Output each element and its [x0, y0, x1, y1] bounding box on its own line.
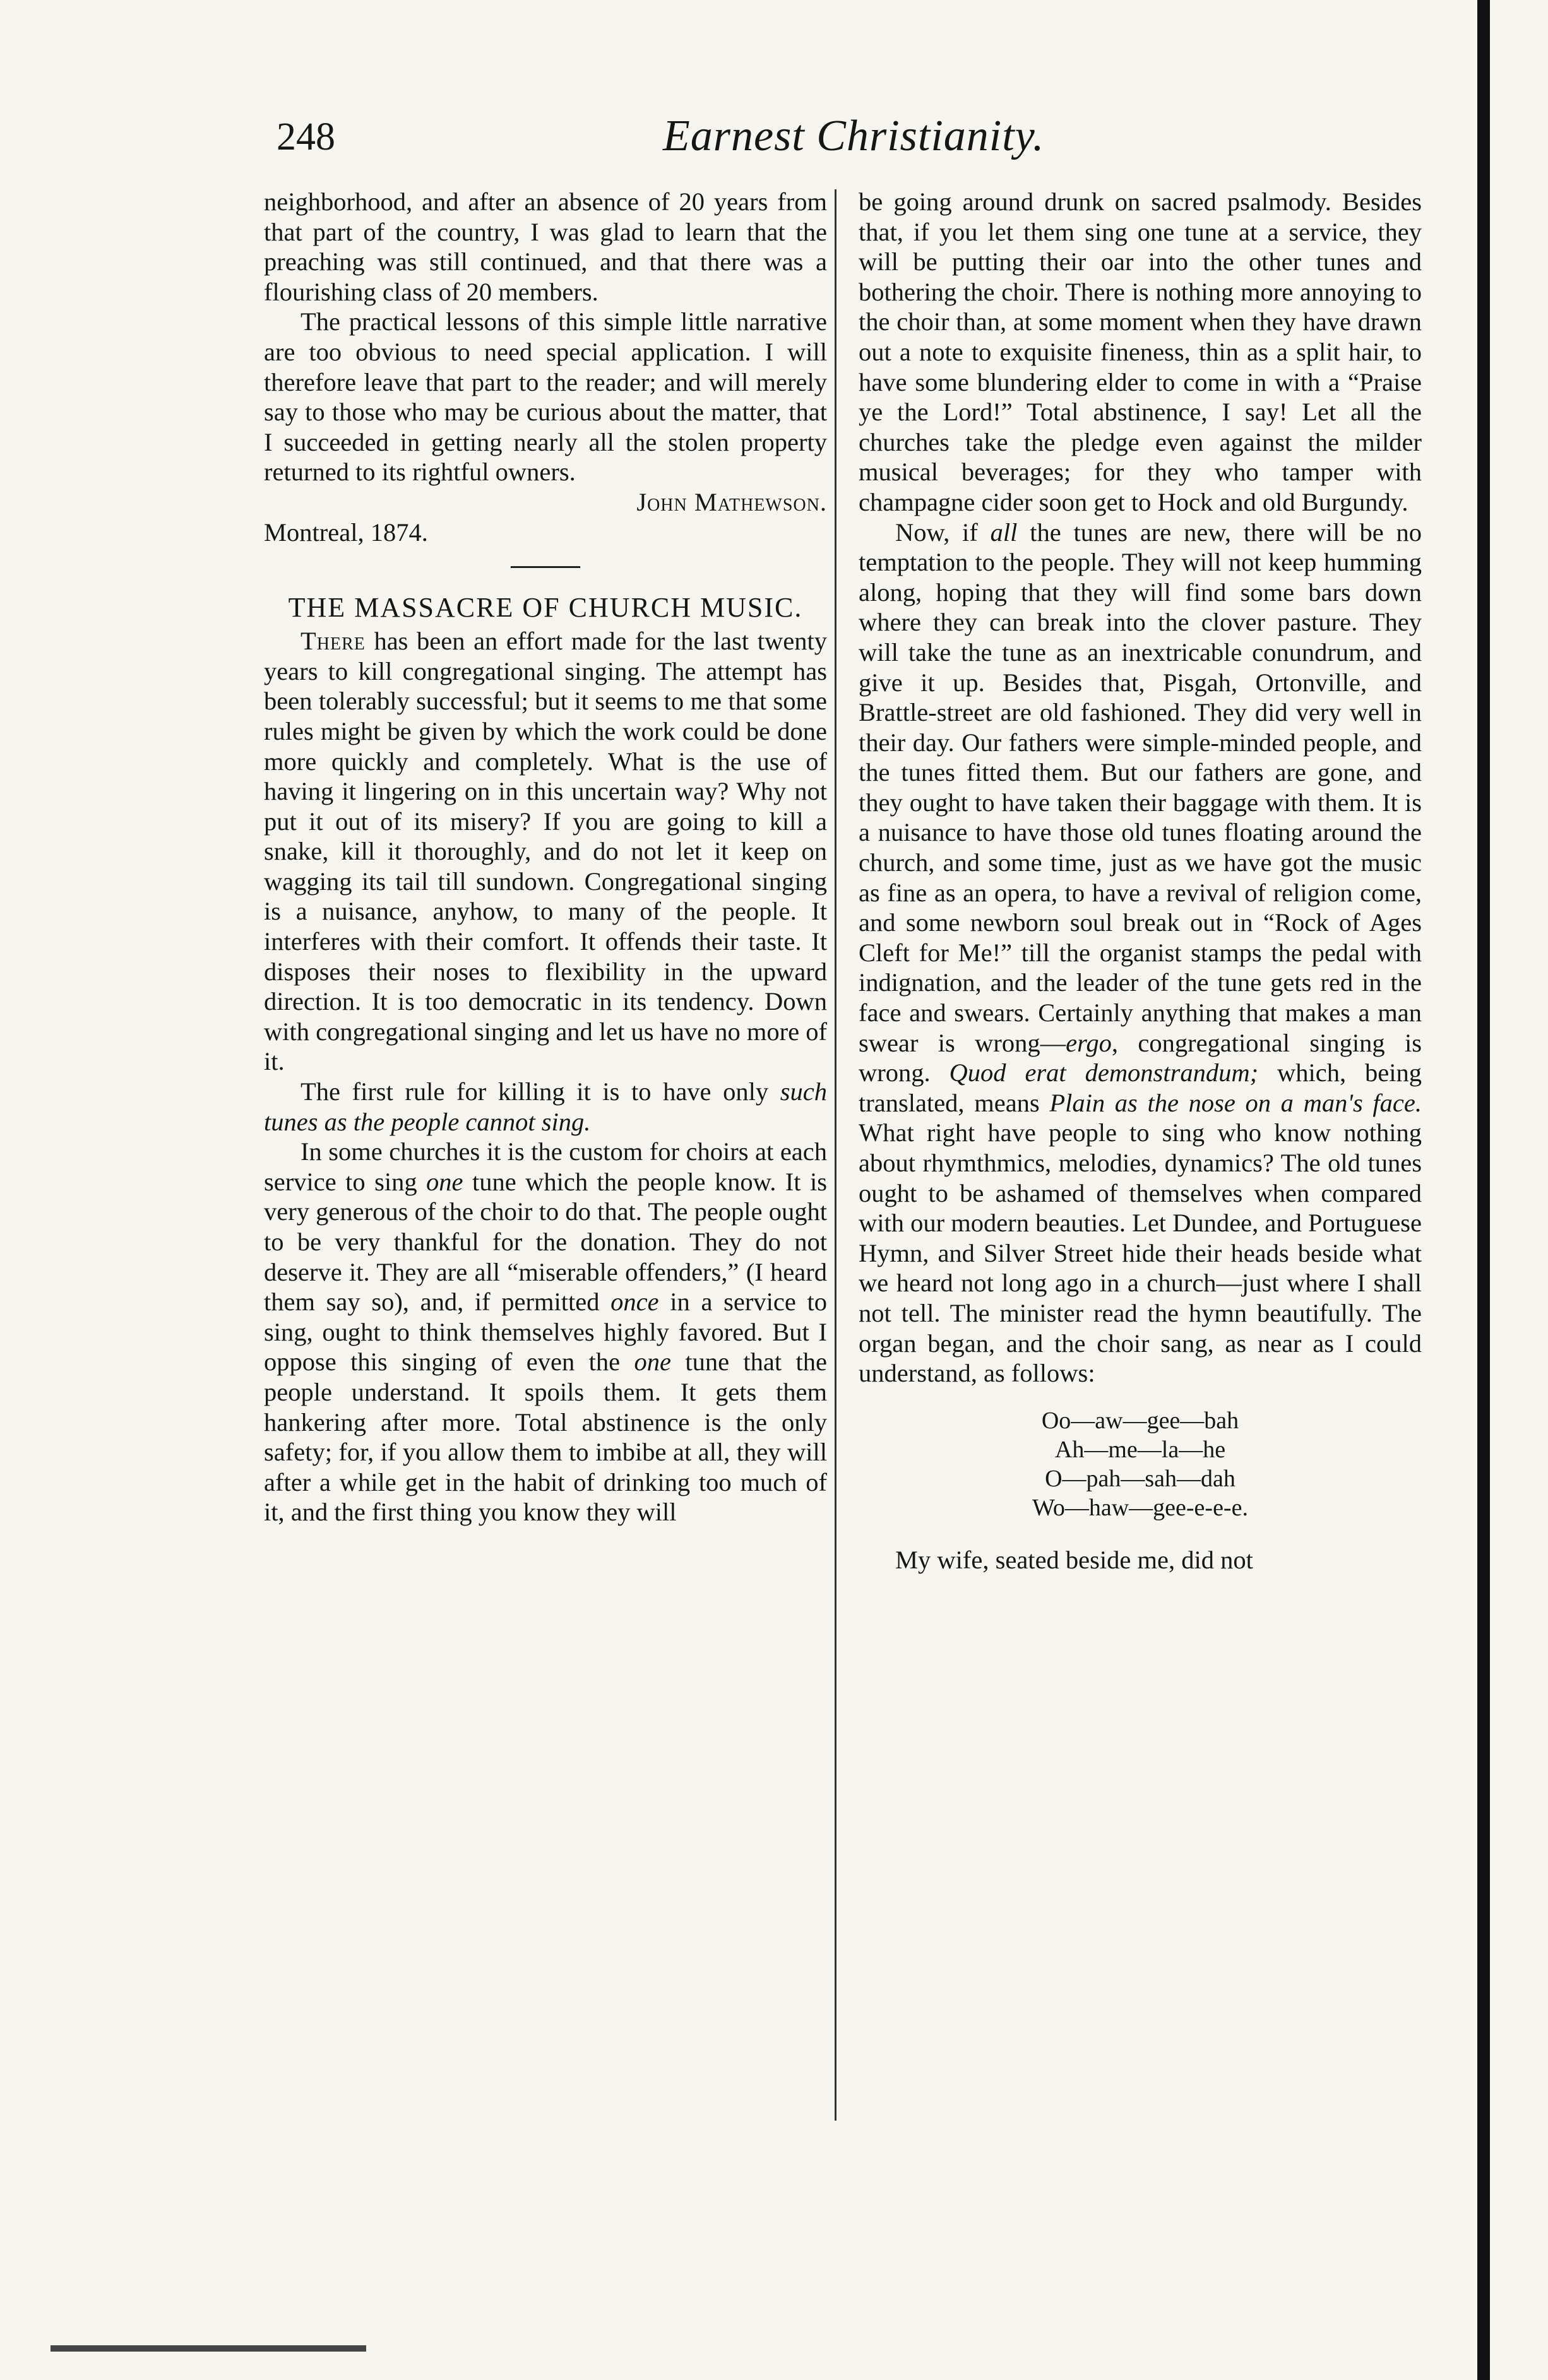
paragraph-text: the tunes are new, there will be no temptation to the people. They will not keep humming along, hoping that they will find some bars down where they can break into the clover pasture. They will take the tune as an inextricable conundrum, and give it up. Besides that, Pisgah, Ortonville, and Brattle-street are old fashioned. They did very well in their day. Our fathers were simple-minded people, and the tunes fitted them. But our fathers are gone, and they ought to have taken their baggage with them. It is a nuisance to have those old tunes floating around the church, and some time, just as we have got the music as fine as an opera, to have a revival of religion come, and some newborn soul break out in “Rock of Ages Cleft for Me!” till the organist stamps the pedal with indignation, and the leader of the tune gets red in the face and swears. Certainly anything that makes a man swear is wrong— [859, 518, 1422, 1057]
dateline: Montreal, 1874. [264, 518, 428, 547]
paragraph-text: has been an effort made for the last twenty years to kill congregational singing. The attempt has been tolerably successful; but it seems to me that some rules might be given by which the work could be done more quickly and completely. What is the use of having it lingering on in this uncertain way? Why not put it out of its misery? If you are going to kill a snake, kill it thoroughly, and do not let it keep on wagging its tail till sundown. Congregational singing is a nuisance, anyhow, to many of the people. It interferes with their comfort. It offends their taste. It disposes their noses to flexibility in the upward direction. It is too democratic in its tendency. Down with congregational singing and let us have no more of it. [264, 627, 827, 1076]
emphasis: such tunes as the people cannot sing. [264, 1077, 827, 1136]
emphasis: one [426, 1167, 463, 1196]
emphasis: Plain as the nose on a man's face. [1049, 1088, 1422, 1117]
paragraph-text: , congregational singing is wrong. [859, 1028, 1422, 1087]
page-number: 248 [277, 115, 335, 158]
binding-edge [1477, 0, 1490, 2380]
signature: John Mathewson. [636, 487, 827, 516]
left-column [264, 187, 827, 1527]
paragraph-text: tune that the people understand. It spoils them. It gets them hankering after more. Total abstinence is the only safety; for, if you allow them to imbibe at all, they will after a while get in the habit of drinking too much of it, and the first thing you know they will [264, 1347, 828, 1527]
emphasis: Quod erat demonstrandum; [949, 1058, 1259, 1087]
paragraph [264, 626, 827, 1077]
lead-in: There [301, 627, 366, 656]
paragraph-text: In some churches it is the custom for choirs at each service to sing [264, 1137, 827, 1196]
paragraph-text: in a service to sing, ought to think themselves highly favored. But I oppose this singing of even the [264, 1288, 827, 1376]
verse-line: Wo—haw—gee-e-e-e. [1032, 1494, 1248, 1521]
paragraph [264, 1077, 827, 1137]
paragraph: be going around drunk on sacred psalmody. Besides that, if you let them sing one tune at a service, they will be putting their oar into the other tunes and bothering the choir. There is nothing more annoying to the choir than, at some moment when they have drawn out a note to exquisite fineness, thin as a split hair, to have some blundering elder to come in with a “Praise ye the Lord!” Total abstinence, I say! Let all the churches take the pledge even against the milder musical beverages; for they who tamper with champagne cider soon get to Hock and old Burgundy. [859, 187, 1422, 516]
paragraph [859, 518, 1422, 1388]
scan-smudge [51, 2345, 366, 2352]
paragraph: The practical lessons of this simple little narrative are too obvious to need special application. I will therefore leave that part to the reader; and will merely say to those who may be curious about the matter, that I succeeded in getting nearly all the stolen property returned to its rightful owners. [264, 307, 827, 487]
paragraph-text: The first rule for killing it is to have only [301, 1077, 780, 1106]
section-divider [511, 566, 580, 568]
paragraph [264, 1137, 827, 1527]
paragraph-text: which, being translated, means [859, 1058, 1422, 1117]
verse-line: Oo—aw—gee—bah [1041, 1407, 1239, 1434]
paragraph: neighborhood, and after an absence of 20 years from that part of the country, I was glad to learn that the preaching was still continued, and that there was a flourishing class of 20 members. [264, 187, 827, 306]
emphasis: all [990, 518, 1018, 547]
emphasis: ergo [1066, 1028, 1112, 1057]
column-gutter-rule [835, 189, 837, 2121]
paragraph-text: tune which the people know. It is very generous of the choir to do that. The people ought to be very thankful for the donation. They do not deserve it. They are all “miserable offenders,” (I heard them say so), and, if permitted [264, 1167, 827, 1317]
paragraph-text: Now, if [895, 518, 991, 547]
emphasis: one [634, 1347, 671, 1376]
emphasis: once [610, 1288, 659, 1317]
verse-line: O—pah—sah—dah [1045, 1465, 1235, 1492]
paragraph: My wife, seated beside me, did not [895, 1545, 1253, 1574]
running-head: Earnest Christianity. [663, 112, 1045, 160]
paragraph-text: What right have people to sing who know nothing about rhymthmics, melodies, dynamics? The old tunes ought to be ashamed of themselves when compared with our modern beauties. Let Dundee, and Portuguese Hymn, and Silver Street hide their heads beside what we heard not long ago in a church—just where I shall not tell. The minister read the hymn beautifully. The organ began, and the choir sang, as near as I could understand, as follows: [859, 1118, 1422, 1388]
right-column [859, 187, 1422, 1575]
verse [859, 1406, 1422, 1522]
article-title: THE MASSACRE OF CHURCH MUSIC. [288, 592, 803, 624]
verse-line: Ah—me—la—he [1054, 1436, 1226, 1463]
